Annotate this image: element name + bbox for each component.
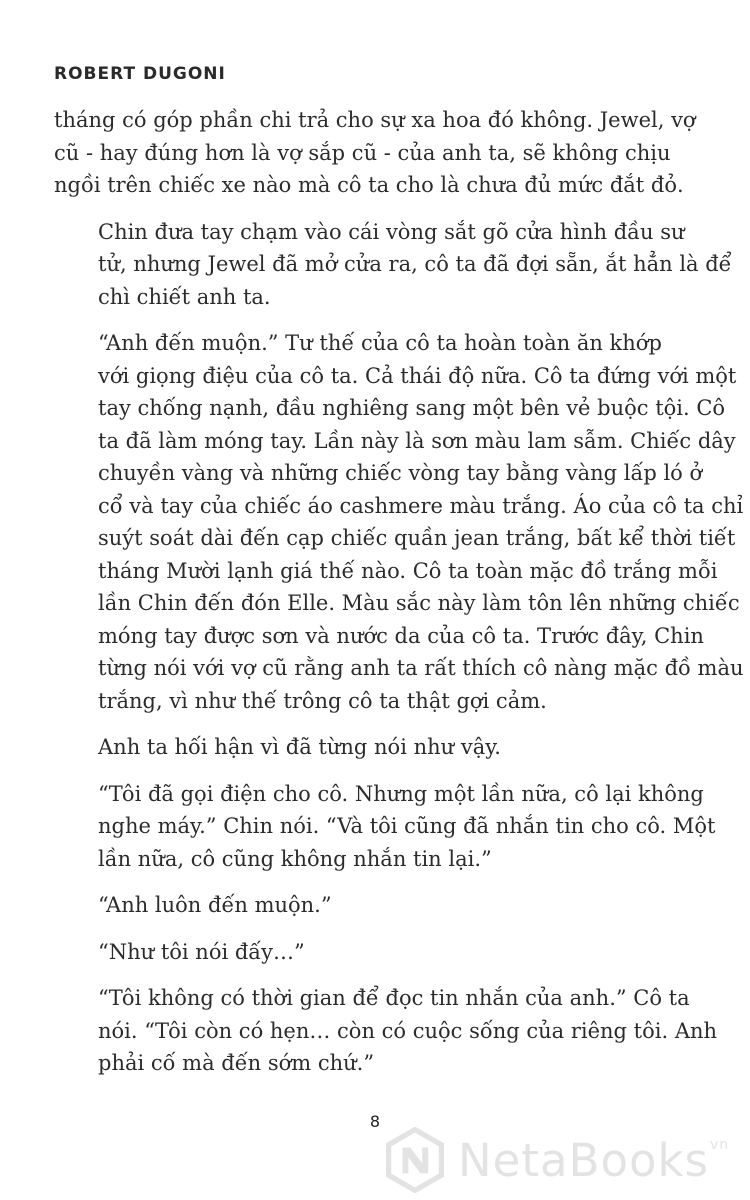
netabooks-watermark [382, 1126, 742, 1194]
paragraph-line: phải cố mà đến sớm chứ.” [98, 1051, 375, 1075]
watermark-brand [458, 1133, 730, 1187]
paragraph-7 [54, 936, 686, 969]
paragraph-line: “Như tôi nói đấy…” [98, 939, 305, 964]
paragraph-2 [54, 216, 732, 314]
paragraph-line: cũ - hay đúng hơn là vợ sắp cũ - của anh ta, sẽ không chịu [54, 140, 671, 165]
paragraph-3 [54, 327, 744, 717]
paragraph-line: tay chống nạnh, đầu nghiêng sang một bên vẻ buộc tội. Cô [98, 396, 726, 420]
watermark-brand-name: NetaBooks [458, 1133, 710, 1187]
paragraph-line: móng tay được sơn và nước da của cô ta. Trước đây, Chin [98, 623, 704, 648]
paragraph-line: lần nữa, cô cũng không nhắn tin lại.” [98, 846, 492, 871]
paragraph-line: “Anh đến muộn.” Tư thế của cô ta hoàn toàn ăn khớp [98, 331, 662, 355]
paragraph-6 [54, 889, 686, 922]
paragraph-line: tử, nhưng Jewel đã mở cửa ra, cô ta đã đợi sẵn, ắt hẳn là để [98, 252, 732, 276]
paragraph-8 [54, 982, 718, 1080]
netabooks-n-logo-icon [382, 1127, 448, 1193]
paragraph-line: ta đã làm móng tay. Lần này là sơn màu lam sẫm. Chiếc dây [98, 428, 736, 453]
paragraph-line: Anh ta hối hận vì đã từng nói như vậy. [98, 735, 501, 759]
paragraph-line: từng nói với vợ cũ rằng anh ta rất thích cô nàng mặc đồ màu [98, 656, 744, 680]
paragraph-line: với giọng điệu của cô ta. Cả thái độ nữa. Cô ta đứng với một [98, 363, 737, 388]
page-number: 8 [369, 1112, 381, 1131]
paragraph-line: tháng Mười lạnh giá thế nào. Cô ta toàn mặc đồ trắng mỗi [98, 558, 718, 583]
paragraph-line: lần Chin đến đón Elle. Màu sắc này làm tôn lên những chiếc [98, 591, 740, 615]
paragraph-line: trắng, vì như thế trông cô ta thật gợi cảm. [98, 688, 547, 713]
paragraph-line: “Tôi đã gọi điện cho cô. Nhưng một lần nữa, cô lại không [98, 781, 704, 806]
paragraph-line: ngồi trên chiếc xe nào mà cô ta cho là chưa đủ mức đắt đỏ. [54, 173, 684, 197]
paragraph-line: tháng có góp phần chi trả cho sự xa hoa đó không. Jewel, vợ [54, 108, 696, 132]
paragraph-4 [54, 731, 686, 764]
paragraph-line: nói. “Tôi còn có hẹn… còn có cuộc sống của riêng tôi. Anh [98, 1018, 718, 1043]
paragraph-line: “Anh luôn đến muộn.” [98, 893, 332, 917]
running-header: ROBERT DUGONI [54, 64, 226, 84]
paragraph-line: nghe máy.” Chin nói. “Và tôi cũng đã nhắn tin cho cô. Một [98, 814, 716, 838]
paragraph-line: cổ và tay của chiếc áo cashmere màu trắng. Áo của cô ta chỉ [98, 493, 744, 518]
watermark-domain-suffix: vn [710, 1136, 730, 1153]
paragraph-1 [54, 104, 696, 202]
paragraph-5 [54, 778, 716, 876]
chapter-text [54, 104, 744, 1094]
paragraph-line: suýt soát dài đến cạp chiếc quần jean trắng, bất kể thời tiết [98, 526, 736, 550]
paragraph-line: “Tôi không có thời gian để đọc tin nhắn của anh.” Cô ta [98, 986, 690, 1010]
paragraph-line: chuyền vàng và những chiếc vòng tay bằng vàng lấp ló ở [98, 461, 703, 485]
paragraph-line: Chin đưa tay chạm vào cái vòng sắt gõ cửa hình đầu sư [98, 219, 685, 244]
paragraph-line: chì chiết anh ta. [98, 284, 271, 309]
